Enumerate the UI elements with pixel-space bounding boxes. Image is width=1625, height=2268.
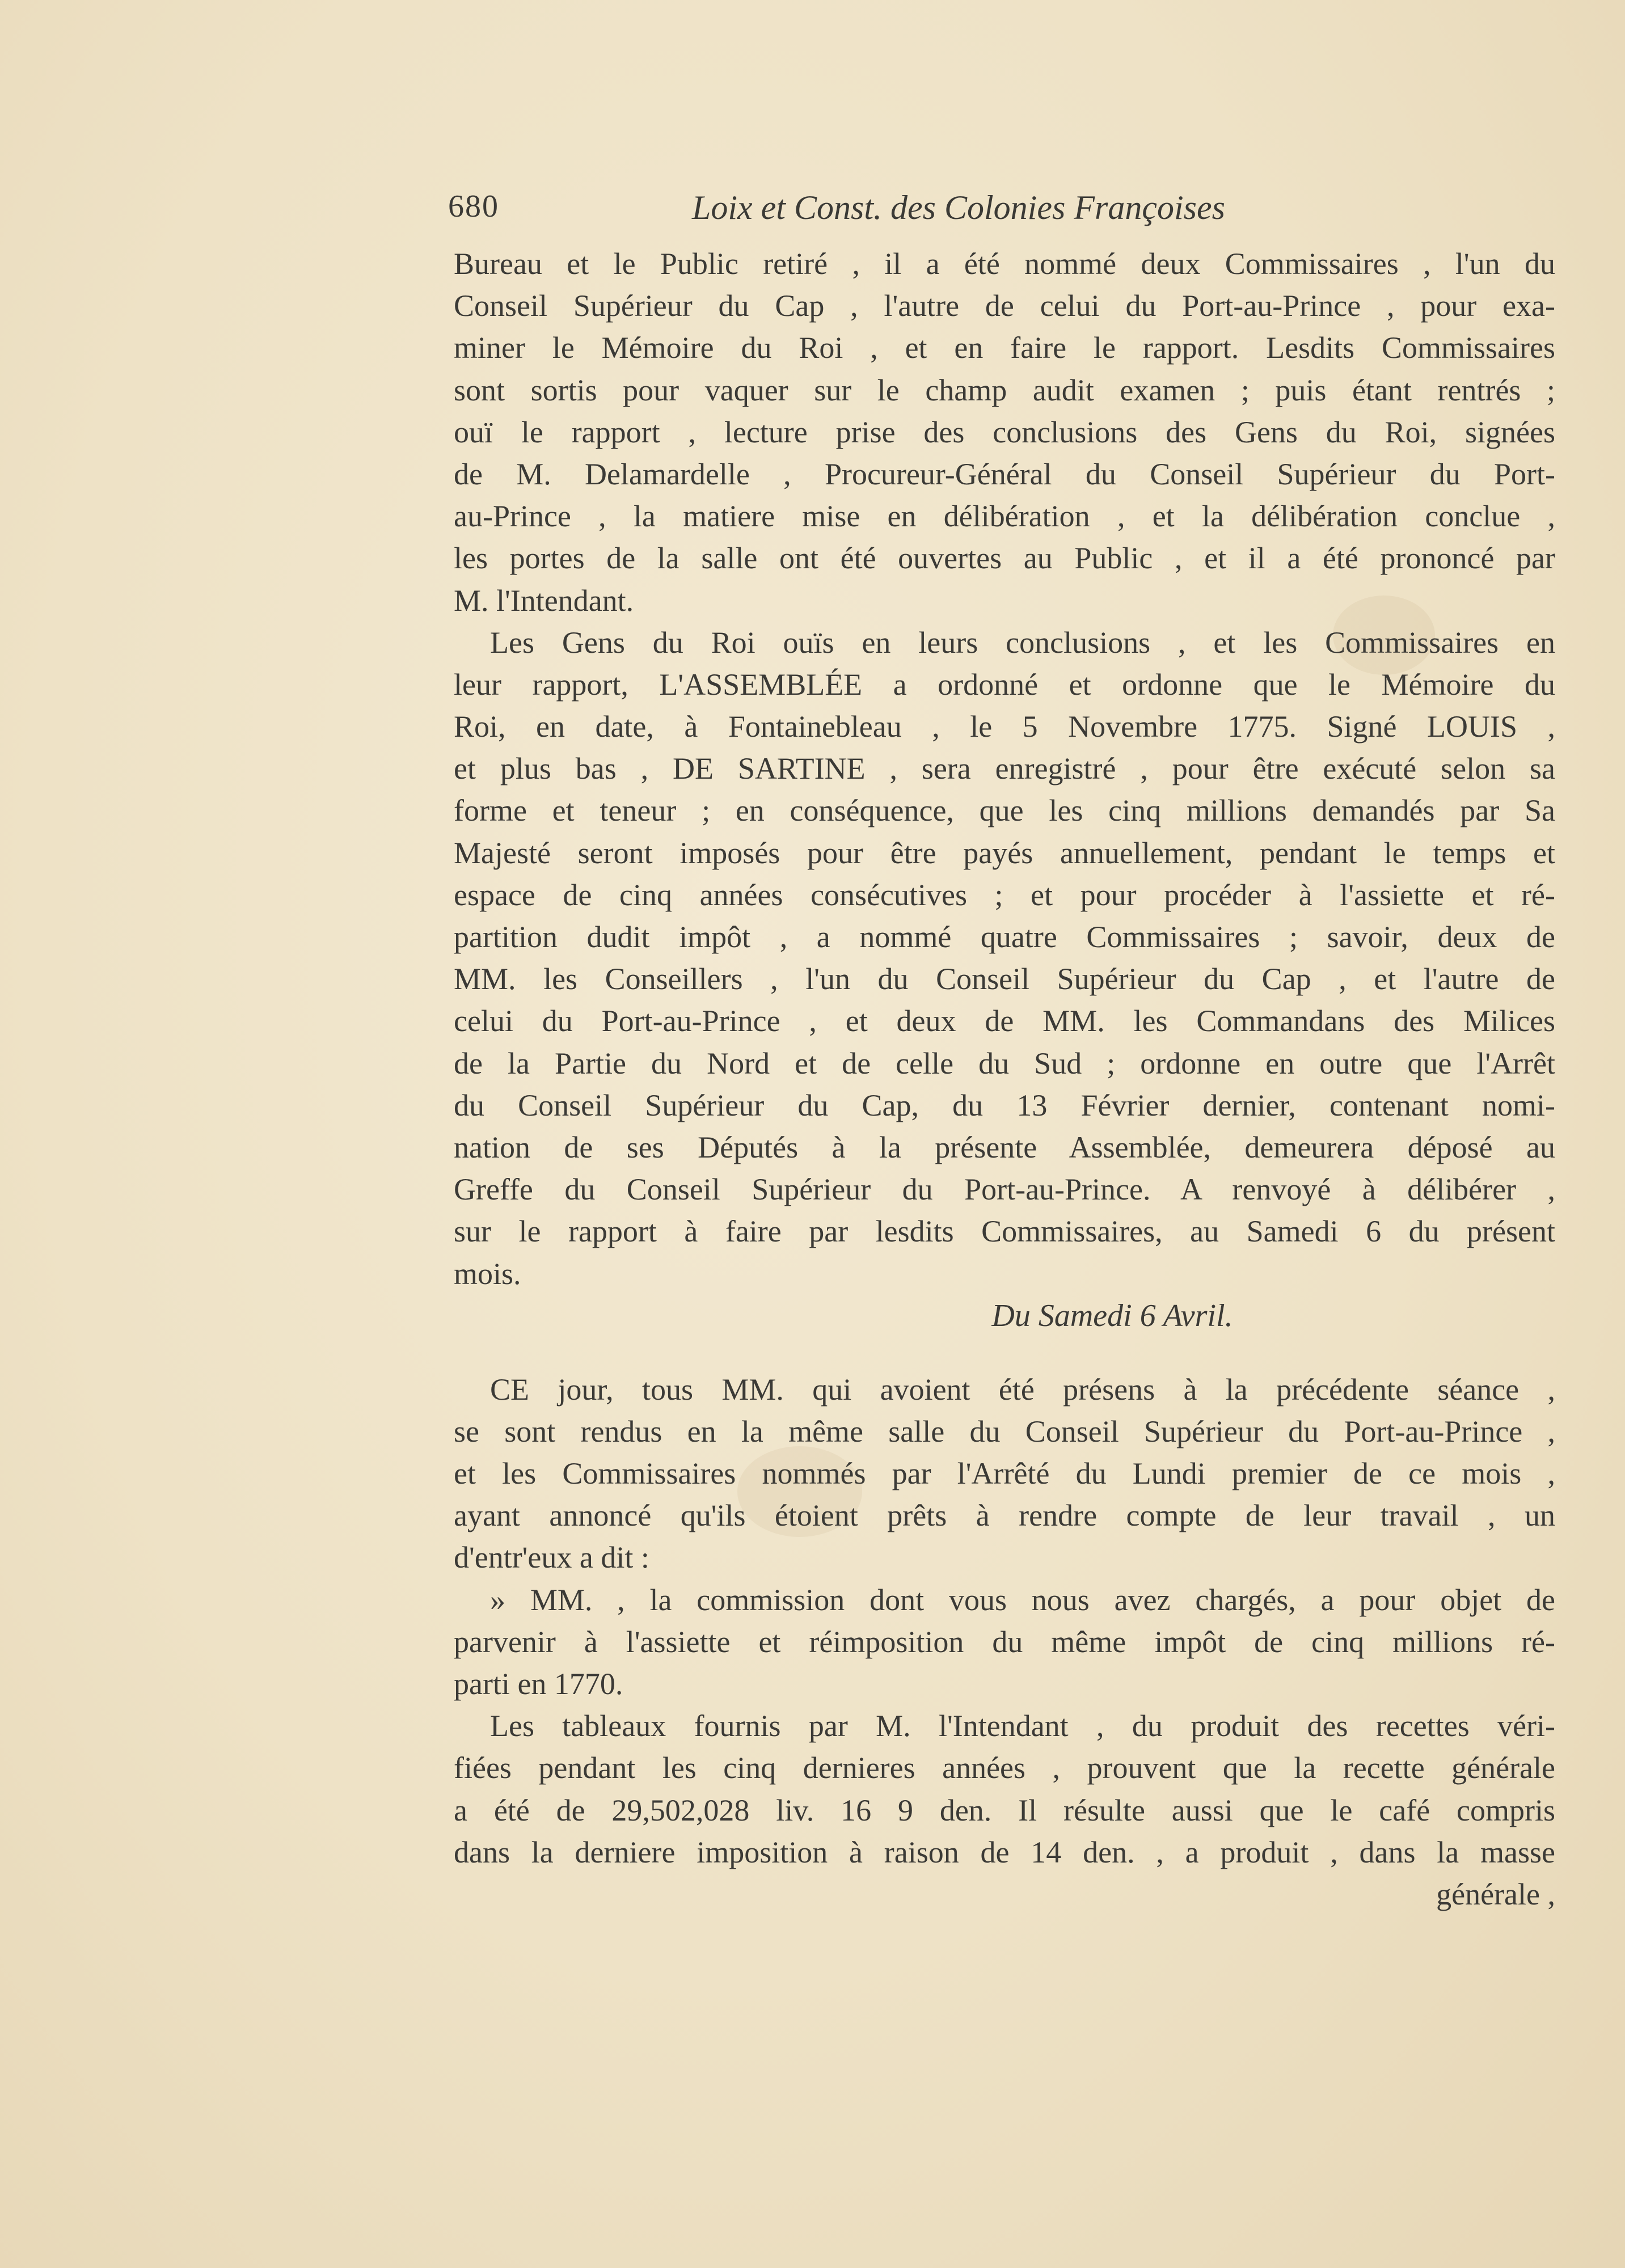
paragraph-1 bbox=[454, 243, 1555, 622]
text-line: sur le rapport à faire par lesdits Commissaires, au Samedi 6 du présent bbox=[454, 1214, 1555, 1249]
text-line: au-Prince , la matiere mise en délibération , et la délibération conclue , bbox=[454, 499, 1555, 534]
text-line: a été de 29,502,028 liv. 16 9 den. Il résulte aussi que le café compris bbox=[454, 1793, 1555, 1827]
text-line: Les tableaux fournis par M. l'Intendant , du produit des recettes véri- bbox=[490, 1709, 1555, 1743]
text-line: forme et teneur ; en conséquence, que les cinq millions demandés par Sa bbox=[454, 793, 1555, 828]
text-line: M. l'Intendant. bbox=[454, 583, 634, 618]
text-line: celui du Port-au-Prince , et deux de MM. les Commandans des Milices bbox=[454, 1004, 1555, 1038]
text-line: et plus bas , DE SARTINE , sera enregistré , pour être exécuté selon sa bbox=[454, 751, 1555, 786]
text-line: Bureau et le Public retiré , il a été nommé deux Commissaires , l'un du bbox=[454, 247, 1555, 281]
section-heading: Du Samedi 6 Avril. bbox=[991, 1298, 1233, 1333]
text-line: et les Commissaires nommés par l'Arrêté du Lundi premier de ce mois , bbox=[454, 1456, 1555, 1491]
text-line: leur rapport, L'ASSEMBLÉE a ordonné et ordonne que le Mémoire du bbox=[454, 667, 1555, 702]
paragraph-4 bbox=[454, 1579, 1555, 1705]
text-line: de M. Delamardelle , Procureur-Général du Conseil Supérieur du Port- bbox=[454, 457, 1555, 491]
text-line: miner le Mémoire du Roi , et en faire le rapport. Lesdits Commissaires bbox=[454, 331, 1555, 365]
text-line: les portes de la salle ont été ouvertes au Public , et il a été prononcé par bbox=[454, 541, 1555, 576]
text-line: parvenir à l'assiette et réimposition du même impôt de cinq millions ré- bbox=[454, 1624, 1555, 1659]
paragraph-2 bbox=[454, 622, 1555, 1295]
page-number: 680 bbox=[448, 189, 499, 224]
text-line: de la Partie du Nord et de celle du Sud ; ordonne en outre que l'Arrêt bbox=[454, 1046, 1555, 1080]
paragraph-5 bbox=[454, 1705, 1555, 1873]
text-line: Greffe du Conseil Supérieur du Port-au-Prince. A renvoyé à délibérer , bbox=[454, 1172, 1555, 1207]
running-title: Loix et Const. des Colonies Françoises bbox=[692, 189, 1225, 226]
text-line: parti en 1770. bbox=[454, 1667, 623, 1701]
text-line: d'entr'eux a dit : bbox=[454, 1540, 649, 1575]
text-line: ouï le rapport , lecture prise des conclusions des Gens du Roi, signées bbox=[454, 415, 1555, 449]
body-text bbox=[454, 243, 1555, 1915]
text-line: ayant annoncé qu'ils étoient prêts à rendre compte de leur travail , un bbox=[454, 1498, 1555, 1533]
text-line: MM. les Conseillers , l'un du Conseil Supérieur du Cap , et l'autre de bbox=[454, 962, 1555, 996]
text-line: nation de ses Députés à la présente Assemblée, demeurera déposé au bbox=[454, 1130, 1555, 1164]
text-line: se sont rendus en la même salle du Conseil Supérieur du Port-au-Prince , bbox=[454, 1414, 1555, 1448]
text-line: fiées pendant les cinq dernieres années , prouvent que la recette générale bbox=[454, 1751, 1555, 1785]
text-line: Conseil Supérieur du Cap , l'autre de celui du Port-au-Prince , pour exa- bbox=[454, 289, 1555, 323]
text-line: dans la derniere imposition à raison de 14 den. , a produit , dans la masse bbox=[454, 1835, 1555, 1869]
text-line: Roi, en date, à Fontainebleau , le 5 Novembre 1775. Signé LOUIS , bbox=[454, 709, 1555, 744]
text-line: Majesté seront imposés pour être payés annuellement, pendant le temps et bbox=[454, 835, 1555, 870]
text-line: espace de cinq années consécutives ; et pour procéder à l'assiette et ré- bbox=[454, 877, 1555, 912]
text-line: du Conseil Supérieur du Cap, du 13 Février dernier, contenant nomi- bbox=[454, 1088, 1555, 1122]
text-line: » MM. , la commission dont vous nous avez chargés, a pour objet de bbox=[490, 1582, 1555, 1617]
text-line: partition dudit impôt , a nommé quatre Commissaires ; savoir, deux de bbox=[454, 920, 1555, 954]
text-line: CE jour, tous MM. qui avoient été présens à la précédente séance , bbox=[490, 1372, 1555, 1407]
catchword: générale , bbox=[1436, 1877, 1555, 1911]
page-header bbox=[448, 188, 1316, 239]
text-line: mois. bbox=[454, 1256, 521, 1291]
paragraph-3 bbox=[454, 1369, 1555, 1579]
text-line: sont sortis pour vaquer sur le champ audit examen ; puis étant rentrés ; bbox=[454, 373, 1555, 407]
text-line: Les Gens du Roi ouïs en leurs conclusions , et les Commissaires en bbox=[490, 625, 1555, 660]
